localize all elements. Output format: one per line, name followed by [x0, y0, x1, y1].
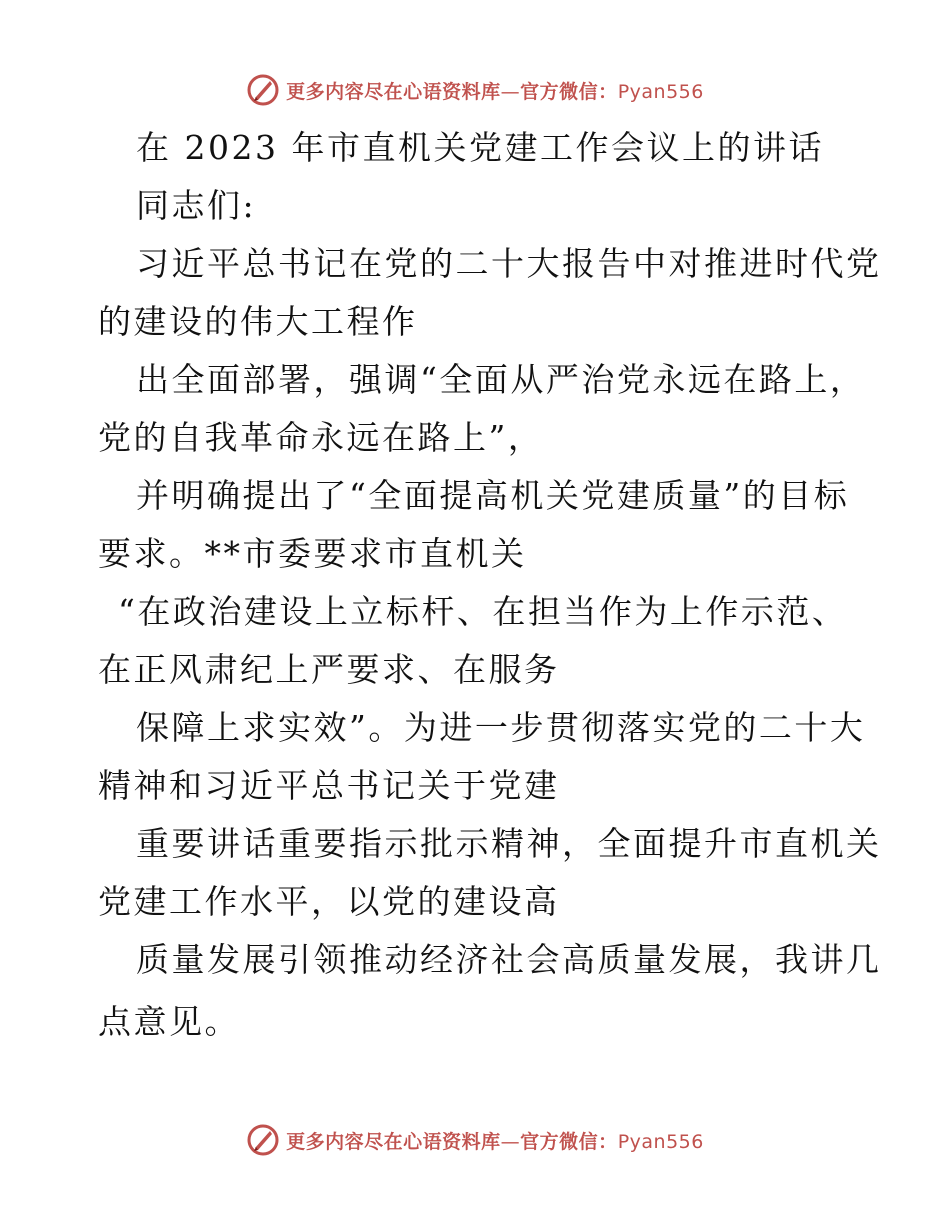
- quill-seal-icon: [246, 1123, 280, 1157]
- watermark-brand: 更多内容尽在心语资料库: [286, 80, 501, 103]
- paragraph-line: 精神和习近平总书记关于党建: [98, 766, 560, 805]
- paragraph-line: 质量发展引领推动经济社会高质量发展，我讲几: [136, 940, 882, 979]
- paragraph-line: 在正风肃纪上严要求、在服务: [98, 650, 560, 689]
- document-title: 在 2023 年市直机关党建工作会议上的讲话: [136, 128, 824, 167]
- watermark-text: [286, 77, 704, 104]
- watermark-wechat-label: 官方微信：: [520, 80, 618, 103]
- watermark-brand: 更多内容尽在心语资料库: [286, 1130, 501, 1153]
- paragraph-line: 党建工作水平，以党的建设高: [98, 882, 560, 921]
- watermark-wechat-id: Pyan556: [617, 80, 704, 103]
- paragraph-line: 出全面部署，强调“全面从严治党永远在路上，: [136, 360, 866, 399]
- header-watermark: [0, 70, 950, 110]
- paragraph-line: 要求。**市委要求市直机关: [98, 534, 527, 573]
- paragraph-line: 党的自我革命永远在路上”，: [98, 418, 544, 457]
- paragraph-line: 并明确提出了“全面提高机关党建质量”的目标: [136, 476, 850, 515]
- watermark-separator: —: [500, 1130, 521, 1153]
- paragraph-line: 习近平总书记在党的二十大报告中对推进时代党: [136, 244, 882, 283]
- footer-watermark: [0, 1120, 950, 1160]
- paragraph-line: 保障上求实效”。为进一步贯彻落实党的二十大: [136, 708, 866, 747]
- paragraph-line: 重要讲话重要指示批示精神，全面提升市直机关: [136, 824, 882, 863]
- watermark-text: [286, 1127, 704, 1154]
- watermark-wechat-id: Pyan556: [617, 1130, 704, 1153]
- paragraph-line: 点意见。: [98, 1002, 240, 1041]
- watermark-wechat-label: 官方微信：: [520, 1130, 618, 1153]
- watermark-separator: —: [500, 80, 521, 103]
- paragraph-line: 的建设的伟大工程作: [98, 302, 418, 341]
- quill-seal-icon: [246, 73, 280, 107]
- salutation: 同志们:: [136, 186, 257, 225]
- paragraph-line: “在政治建设上立标杆、在担当作为上作示范、: [118, 592, 848, 631]
